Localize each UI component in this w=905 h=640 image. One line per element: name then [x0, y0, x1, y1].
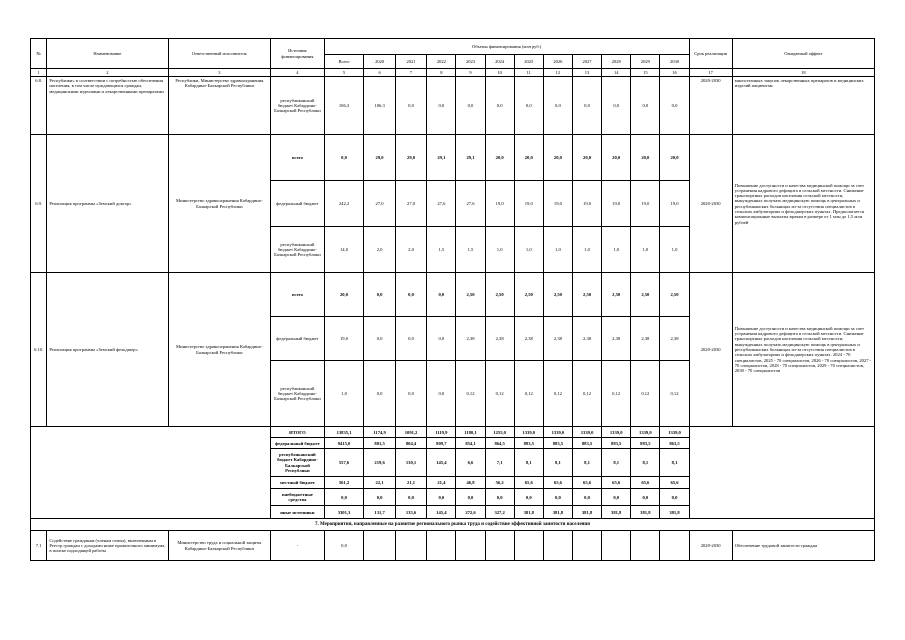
totals-source: федеральный бюджет: [271, 438, 325, 449]
value-cell: 0,0: [395, 317, 426, 361]
value-cell: 2,50: [514, 273, 543, 317]
value-cell: 864,5: [485, 438, 514, 449]
value-cell: 0,0: [324, 489, 364, 506]
row-number: 6.9.: [31, 135, 47, 273]
value-cell: [456, 531, 485, 561]
value-cell: 0,0: [602, 77, 631, 135]
value-cell: 2,50: [456, 273, 485, 317]
value-cell: 0,0: [364, 361, 395, 427]
value-cell: 327,2: [485, 506, 514, 519]
value-cell: 19,0: [514, 181, 543, 227]
header-executor: Ответственный исполнитель: [168, 39, 271, 69]
value-cell: 0,0: [395, 77, 426, 135]
value-cell: 0,0: [514, 77, 543, 135]
column-number: 4: [271, 69, 325, 77]
value-cell: 27,0: [395, 181, 426, 227]
row-term: 2020-2030: [689, 273, 732, 427]
column-number: 2: [47, 69, 168, 77]
value-cell: 1,0: [514, 227, 543, 273]
header-num: №: [31, 39, 47, 69]
value-cell: 20,0: [514, 135, 543, 181]
value-cell: 0,12: [543, 361, 572, 427]
value-cell: 0,0: [572, 489, 601, 506]
value-cell: 2,50: [572, 273, 601, 317]
totals-blank: [689, 427, 874, 519]
header-year: 2024: [485, 55, 514, 69]
value-cell: 0,0: [631, 489, 660, 506]
column-number: 5: [324, 69, 364, 77]
value-cell: 19,0: [631, 181, 660, 227]
value-cell: 29,1: [456, 135, 485, 181]
row-effect: многоэтапных закупок лекарственных препаратов и медицинских изделий пациентам: [732, 77, 874, 135]
value-cell: 0,0: [660, 77, 689, 135]
value-cell: 20,0: [631, 135, 660, 181]
row-number: 7.1: [31, 531, 47, 561]
header-year: 2027: [572, 55, 601, 69]
column-number: 11: [514, 69, 543, 77]
value-cell: 29,1: [427, 135, 456, 181]
value-cell: 2,50: [631, 273, 660, 317]
value-cell: 0,0: [364, 489, 395, 506]
value-cell: 0,0: [631, 77, 660, 135]
header-year: 2028: [602, 55, 631, 69]
column-number: 12: [543, 69, 572, 77]
row-source: республиканский бюджет Кабардино-Балкарской Республики: [271, 227, 325, 273]
table-row: [31, 69, 875, 77]
value-cell: 20,0: [324, 273, 364, 317]
totals-source: ИТОГО: [271, 427, 325, 438]
value-cell: 135,6: [395, 506, 426, 519]
value-cell: 1,0: [543, 227, 572, 273]
row-source: федеральный бюджет: [271, 181, 325, 227]
value-cell: 883,5: [631, 438, 660, 449]
value-cell: 2,38: [485, 317, 514, 361]
value-cell: 0,12: [456, 361, 485, 427]
value-cell: 883,5: [602, 438, 631, 449]
value-cell: 8,1: [602, 449, 631, 477]
value-cell: 145,4: [427, 506, 456, 519]
value-cell: 8,1: [543, 449, 572, 477]
table-row: [31, 77, 875, 135]
value-cell: 19,0: [602, 181, 631, 227]
value-cell: 242,2: [324, 181, 364, 227]
column-number: 16: [660, 69, 689, 77]
value-cell: 0,12: [572, 361, 601, 427]
column-number: 17: [689, 69, 732, 77]
table-row: [31, 39, 875, 55]
value-cell: 2,0: [395, 227, 426, 273]
row-executor: Министерство труда и социальной защиты Кабардино-Балкарской Республики: [168, 531, 271, 561]
value-cell: 2,38: [572, 317, 601, 361]
column-number: 9: [456, 69, 485, 77]
value-cell: 29,0: [364, 135, 395, 181]
row-executor: Министерство здравоохранения Кабардино-Балкарской Республики: [168, 273, 271, 427]
value-cell: 381,8: [514, 506, 543, 519]
header-year: 2021: [395, 55, 426, 69]
row-source: федеральный бюджет: [271, 317, 325, 361]
value-cell: 19,0: [324, 317, 364, 361]
value-cell: 0,0: [324, 531, 364, 561]
value-cell: 27,0: [364, 181, 395, 227]
column-number: 10: [485, 69, 514, 77]
value-cell: 2,0: [364, 227, 395, 273]
value-cell: 2,50: [543, 273, 572, 317]
header-volumes: Объемы финансирования (млн руб.): [324, 39, 689, 55]
header-year: 2030: [660, 55, 689, 69]
value-cell: 0,0: [364, 273, 395, 317]
value-cell: 29,0: [395, 135, 426, 181]
header-year: 2029: [631, 55, 660, 69]
value-cell: 1091,2: [395, 427, 426, 438]
value-cell: 1,5: [427, 227, 456, 273]
value-cell: 1339,0: [660, 427, 689, 438]
value-cell: 7,1: [485, 449, 514, 477]
section-title: 7. Мероприятия, направленные на развитие регионального рынка труда и содействие эффективной занятости населения: [31, 519, 875, 531]
value-cell: 801,5: [364, 438, 395, 449]
value-cell: 0,12: [631, 361, 660, 427]
totals-blank: [31, 427, 271, 519]
value-cell: 20,0: [572, 135, 601, 181]
row-number: 6.8.: [31, 77, 47, 135]
value-cell: 2,50: [602, 273, 631, 317]
value-cell: 8,1: [514, 449, 543, 477]
value-cell: 2,50: [660, 273, 689, 317]
value-cell: 56,2: [485, 477, 514, 489]
value-cell: 0,0: [456, 489, 485, 506]
value-cell: 1,0: [631, 227, 660, 273]
value-cell: 3301,3: [324, 506, 364, 519]
header-effect: Ожидаемый эффект: [732, 39, 874, 69]
value-cell: 0,0: [427, 77, 456, 135]
column-number: 3: [168, 69, 271, 77]
value-cell: 0,0: [543, 77, 572, 135]
row-effect: Повышение доступности и качества медицинской помощи за счет устранения кадрового дефицита в сельской местности. Снижение транспортных расходов населения сельской местности, вынужденных получать медицинскую помощь в центральных и республиканских больницах из-за отсутствия специалистов в сельских амбулаториях и фельдшерских пунктах. Предполагается компенсационные выплаты врачам в размере от 1 млн до 1,5 млн рублей: [732, 135, 874, 273]
value-cell: 20,0: [660, 135, 689, 181]
value-cell: 1180,1: [456, 427, 485, 438]
value-cell: 19,0: [543, 181, 572, 227]
value-cell: 557,6: [324, 449, 364, 477]
value-cell: 2,38: [631, 317, 660, 361]
value-cell: 131,7: [364, 506, 395, 519]
value-cell: 0,12: [485, 361, 514, 427]
value-cell: 65,6: [631, 477, 660, 489]
column-number: 14: [602, 69, 631, 77]
value-cell: 1174,9: [364, 427, 395, 438]
value-cell: 27,6: [456, 181, 485, 227]
value-cell: 1,0: [324, 361, 364, 427]
financing-table: [30, 38, 875, 561]
value-cell: 21,4: [427, 477, 456, 489]
value-cell: 561,2: [324, 477, 364, 489]
row-effect: Обеспечение трудовой занятости граждан: [732, 531, 874, 561]
totals-source: внебюджетные средства: [271, 489, 325, 506]
value-cell: 19,0: [485, 181, 514, 227]
value-cell: 381,8: [631, 506, 660, 519]
value-cell: 22,1: [364, 477, 395, 489]
row-name: Реализация программы «Земский фельдшер»: [47, 273, 168, 427]
value-cell: 381,8: [660, 506, 689, 519]
value-cell: 65,6: [572, 477, 601, 489]
row-term: 2020-2030: [689, 531, 732, 561]
table-row: [31, 531, 875, 561]
value-cell: 883,5: [572, 438, 601, 449]
value-cell: 20,0: [602, 135, 631, 181]
column-number: 1: [31, 69, 47, 77]
value-cell: 219,6: [364, 449, 395, 477]
value-cell: 0,0: [427, 489, 456, 506]
value-cell: 27,6: [427, 181, 456, 227]
header-year: Всего: [324, 55, 364, 69]
header-year: 2026: [543, 55, 572, 69]
value-cell: 6,6: [456, 449, 485, 477]
value-cell: 8,1: [660, 449, 689, 477]
column-number: 6: [364, 69, 395, 77]
row-name: Реализация программы «Земский доктор»: [47, 135, 168, 273]
table-row: [31, 519, 875, 531]
value-cell: 0,0: [395, 489, 426, 506]
value-cell: 106,3: [364, 77, 395, 135]
header-year: 2020: [364, 55, 395, 69]
value-cell: 1,0: [572, 227, 601, 273]
value-cell: 20,0: [543, 135, 572, 181]
value-cell: 0,12: [660, 361, 689, 427]
value-cell: 0,0: [660, 489, 689, 506]
value-cell: 883,5: [543, 438, 572, 449]
row-source: республиканский бюджет Кабардино-Балкарской Республики: [271, 77, 325, 135]
row-number: 6.10.: [31, 273, 47, 427]
header-source: Источник финансирования: [271, 39, 325, 69]
value-cell: 0,0: [395, 361, 426, 427]
header-term: Срок реализации: [689, 39, 732, 69]
value-cell: [631, 531, 660, 561]
totals-source: иные источники: [271, 506, 325, 519]
value-cell: 2,38: [543, 317, 572, 361]
column-number: 7: [395, 69, 426, 77]
value-cell: [395, 531, 426, 561]
value-cell: 1119,9: [427, 427, 456, 438]
value-cell: 0,0: [364, 317, 395, 361]
value-cell: 0,0: [602, 489, 631, 506]
value-cell: 2,38: [660, 317, 689, 361]
row-source: -: [271, 531, 325, 561]
value-cell: 1339,0: [543, 427, 572, 438]
value-cell: 8,1: [572, 449, 601, 477]
value-cell: 1339,0: [602, 427, 631, 438]
value-cell: [514, 531, 543, 561]
value-cell: [543, 531, 572, 561]
value-cell: [660, 531, 689, 561]
row-effect: Повышение доступности и качества медицинской помощи за счет устранения кадрового дефицита в сельской местности. Снижение транспортных расходов населения сельской местности, вынужденных получать медицинскую помощь в центральных и республиканских больницах из-за отсутствия специалистов в сельских амбулаториях и фельдшерских пунктах. 2024 - 70 специалистов, 2025 - 70 специалистов, 2026 - 70 специалистов, 2027 - 70 специалистов, 2028 - 70 специалистов, 2029 - 70 специалистов, 2030 - 70 специалистов: [732, 273, 874, 427]
totals-source: республиканский бюджет Кабардино-Балкарской Республики: [271, 449, 325, 477]
value-cell: [572, 531, 601, 561]
value-cell: 1255,0: [485, 427, 514, 438]
value-cell: 1,0: [602, 227, 631, 273]
value-cell: [602, 531, 631, 561]
value-cell: 883,5: [514, 438, 543, 449]
value-cell: [485, 531, 514, 561]
value-cell: 65,6: [514, 477, 543, 489]
value-cell: 145,4: [427, 449, 456, 477]
value-cell: 0,0: [514, 489, 543, 506]
value-cell: 0,0: [543, 489, 572, 506]
column-number: 18: [732, 69, 874, 77]
value-cell: 21,1: [395, 477, 426, 489]
value-cell: 13835,1: [324, 427, 364, 438]
row-source: всего: [271, 273, 325, 317]
value-cell: 854,1: [456, 438, 485, 449]
value-cell: 809,7: [427, 438, 456, 449]
header-name: Наименование: [47, 39, 168, 69]
value-cell: 0,0: [395, 273, 426, 317]
value-cell: 2,38: [514, 317, 543, 361]
value-cell: 0,0: [485, 77, 514, 135]
value-cell: 130,1: [395, 449, 426, 477]
header-year: 2022: [427, 55, 456, 69]
value-cell: 0,12: [514, 361, 543, 427]
value-cell: 14,0: [324, 227, 364, 273]
value-cell: 0,0: [456, 77, 485, 135]
value-cell: 20,0: [485, 135, 514, 181]
table-row: [31, 135, 875, 181]
value-cell: 0,0: [427, 317, 456, 361]
value-cell: 8,1: [631, 449, 660, 477]
column-number: 8: [427, 69, 456, 77]
value-cell: 0,0: [572, 77, 601, 135]
table-row: [31, 273, 875, 317]
value-cell: 65,6: [660, 477, 689, 489]
row-term: 2020-2030: [689, 135, 732, 273]
row-executor: Республики, Министерство здравоохранения Кабардино-Балкарской Республики: [168, 77, 271, 135]
value-cell: 1,5: [456, 227, 485, 273]
value-cell: 863,5: [660, 438, 689, 449]
value-cell: 1339,0: [572, 427, 601, 438]
value-cell: 2,38: [456, 317, 485, 361]
value-cell: 272,6: [456, 506, 485, 519]
value-cell: 46,8: [456, 477, 485, 489]
value-cell: 1,0: [660, 227, 689, 273]
value-cell: [427, 531, 456, 561]
value-cell: 9415,0: [324, 438, 364, 449]
value-cell: 0,0: [427, 361, 456, 427]
column-number: 15: [631, 69, 660, 77]
value-cell: 65,6: [543, 477, 572, 489]
value-cell: 0,0: [324, 135, 364, 181]
value-cell: 1,0: [485, 227, 514, 273]
value-cell: 0,12: [602, 361, 631, 427]
value-cell: 19,0: [660, 181, 689, 227]
value-cell: 106,3: [324, 77, 364, 135]
value-cell: 65,6: [602, 477, 631, 489]
row-name: Республики» в соответствии с потребностью обеспечения населения, в том числе нуждающихся граждан, медицинскими изделиями и лекарственными препаратами: [47, 77, 168, 135]
totals-source: местный бюджет: [271, 477, 325, 489]
value-cell: 804,4: [395, 438, 426, 449]
value-cell: 0,0: [485, 489, 514, 506]
table-row: [31, 427, 875, 438]
value-cell: 381,8: [602, 506, 631, 519]
row-source: республиканский бюджет Кабардино-Балкарской Республики: [271, 361, 325, 427]
header-year: 2025: [514, 55, 543, 69]
column-number: 13: [572, 69, 601, 77]
row-name: Содействие гражданам (членам семьи), включенным в Реестр граждан с доходами ниже прожиточного минимума, в поиске подходящей работы: [47, 531, 168, 561]
value-cell: 381,8: [572, 506, 601, 519]
value-cell: 2,50: [485, 273, 514, 317]
value-cell: 0,0: [427, 273, 456, 317]
row-source: всего: [271, 135, 325, 181]
value-cell: 2,38: [602, 317, 631, 361]
value-cell: [364, 531, 395, 561]
value-cell: 381,8: [543, 506, 572, 519]
value-cell: 1339,0: [514, 427, 543, 438]
value-cell: 1339,0: [631, 427, 660, 438]
row-executor: Министерство здравоохранения Кабардино-Балкарской Республики: [168, 135, 271, 273]
value-cell: 19,0: [572, 181, 601, 227]
header-year: 2023: [456, 55, 485, 69]
row-term: 2020-2030: [689, 77, 732, 135]
